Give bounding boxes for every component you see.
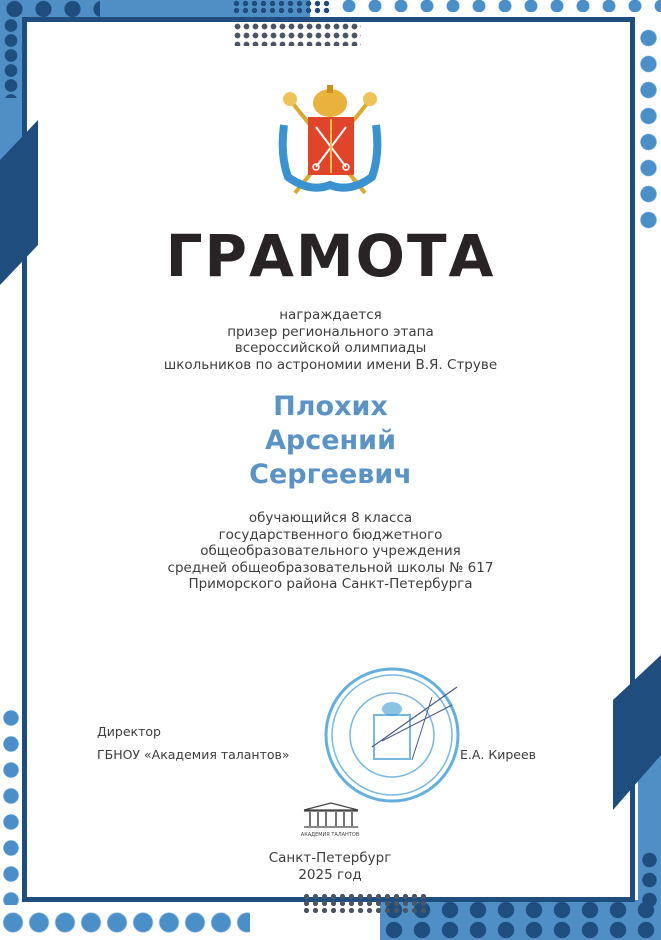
detail-line: Приморского района Санкт-Петербурга <box>188 576 473 592</box>
recipient-name <box>0 390 661 492</box>
recipient-first-name: Арсений <box>264 425 397 456</box>
bottom-left-dots <box>0 905 250 940</box>
coat-of-arms-icon <box>270 85 390 205</box>
top-grey-dots <box>233 22 361 46</box>
detail-line: средней общеобразовательной школы № 617 <box>167 559 494 576</box>
signature-position: Директор <box>97 724 161 739</box>
year: 2025 год <box>298 866 362 883</box>
signer-name: Е.А. Киреев <box>460 747 537 762</box>
right-lower-dots <box>638 850 661 910</box>
academy-logo-caption: АКАДЕМИЯ ТАЛАНТОВ <box>300 832 360 838</box>
left-lower-dots <box>0 705 22 905</box>
left-dots <box>0 18 22 98</box>
award-line: всероссийской олимпиады <box>234 340 427 356</box>
city-year <box>230 850 430 883</box>
top-left-dots <box>0 0 100 18</box>
award-line: награждается <box>279 307 382 323</box>
detail-line: общеобразовательного учреждения <box>200 543 461 559</box>
detail-line: обучающийся 8 класса <box>248 510 413 526</box>
top-band-dots <box>232 0 332 14</box>
recipient-last-name: Плохих <box>273 391 388 422</box>
official-seal-icon <box>322 665 462 805</box>
award-description <box>0 307 661 373</box>
detail-line: государственного бюджетного <box>218 526 443 543</box>
award-line: школьников по астрономии имени В.Я. Струве <box>163 356 498 373</box>
top-right-dots <box>336 0 661 12</box>
city: Санкт-Петербург <box>268 850 392 866</box>
award-line: призер регионального этапа <box>227 323 434 340</box>
bottom-grey-dots <box>302 893 427 913</box>
recipient-details <box>0 510 661 593</box>
signature-organization: ГБНОУ «Академия талантов» <box>97 747 290 762</box>
certificate-title: ГРАМОТА <box>165 222 496 290</box>
right-accent-shape <box>613 655 661 815</box>
right-dots <box>636 25 661 235</box>
academy-logo-icon <box>296 802 366 832</box>
recipient-patronymic: Сергеевич <box>249 459 412 490</box>
